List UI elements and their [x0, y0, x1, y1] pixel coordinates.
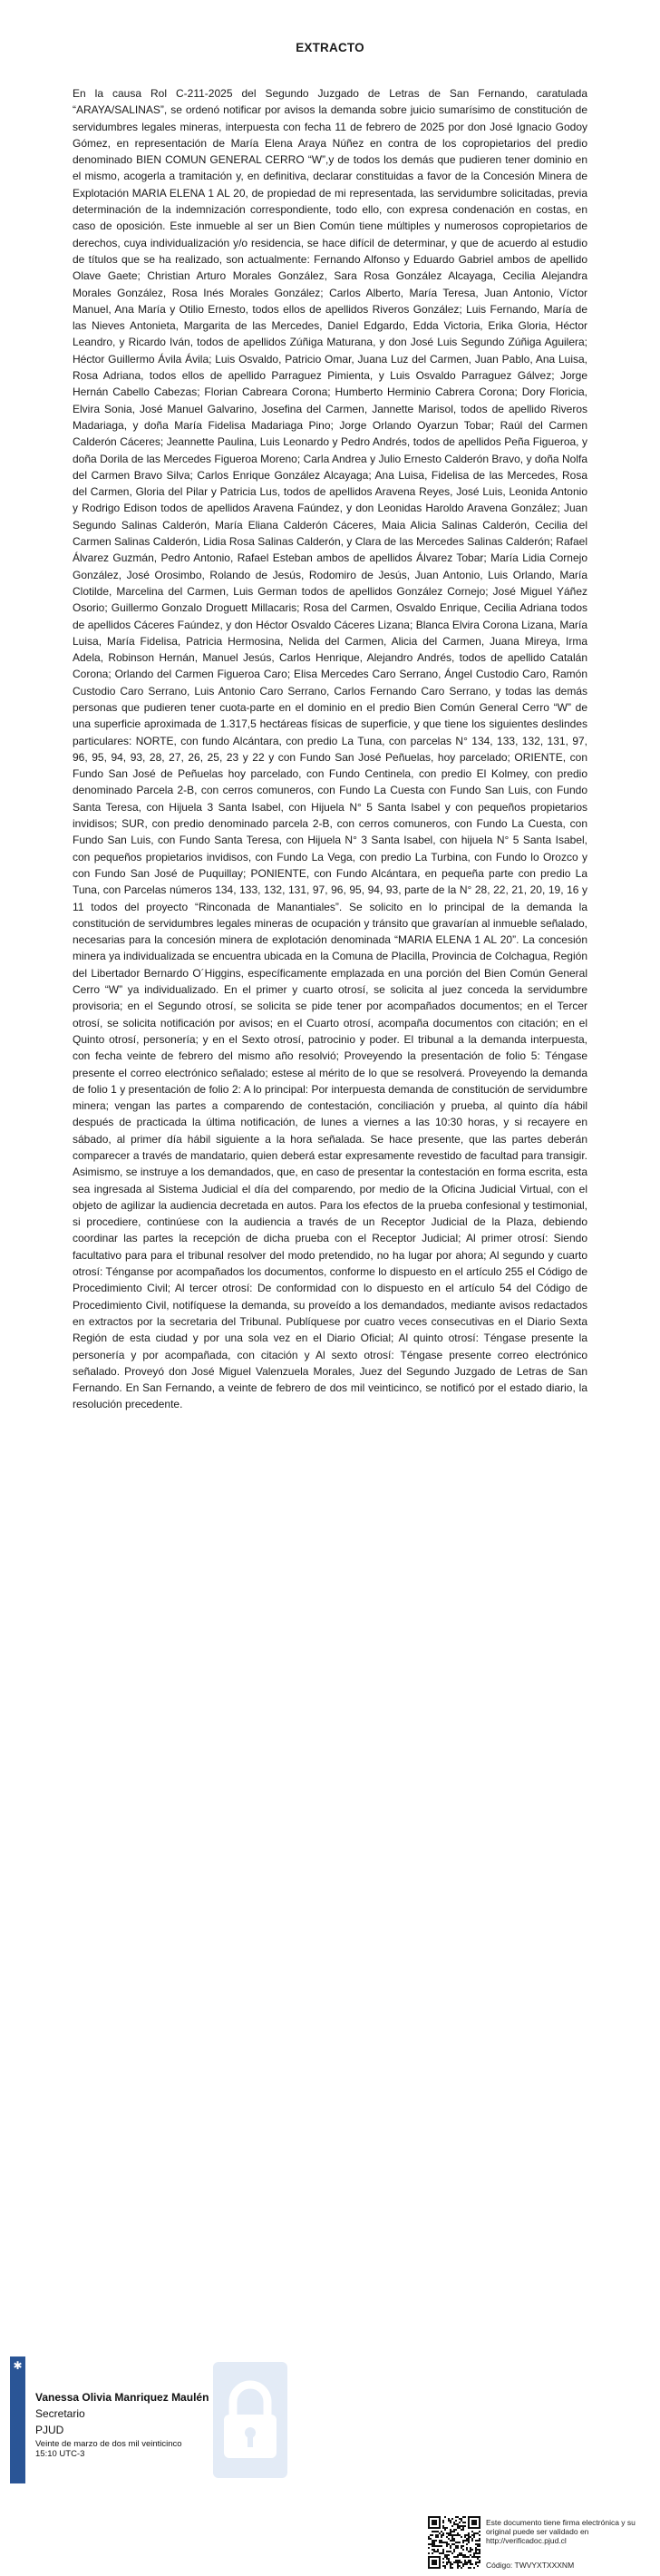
signer-role: Secretario	[35, 2407, 85, 2420]
document-title: EXTRACTO	[296, 41, 364, 54]
star-icon: ✱	[13, 2359, 23, 2372]
qr-code-icon[interactable]	[428, 2516, 480, 2569]
signature-date	[35, 2439, 182, 2459]
document-body: En la causa Rol C-211-2025 del Segundo Juzgado de Letras de San Fernando, caratulada “ARAYA/SALINAS”, se ordenó notificar por avisos la demanda sobre juicio sumarísimo de constitución de servidumbres legales mineras, interpuesta con fecha 11 de febrero de 2025 por don José Ignacio Godoy Gómez, en representación de María Elena Araya Núñez en contra de los copropietarios del predio denominado BIEN COMUN GENERAL CERRO “W”,y de todos los demás que pudieren tener dominio en el mismo, acogerla a tramitación y, en definitiva, declarar constituidas a favor de la Concesión Minera de Explotación MARIA ELENA 1 AL 20, de propiedad de mi representada, las servidumbre solicitadas, previa determinación de la indemnización correspondiente, todo ello, con expresa condenación en costas, en caso de oposición. Este inmueble al ser un Bien Común tiene múltiples y numerosos copropietarios de derechos, cuya individualización y/o residencia, se hace difícil de determinar, y que de acuerdo al estudio de títulos que se ha realizado, son actualmente: Fernando Alfonso y Eduardo Gabriel ambos de apellido Olave Gaete; Christian Arturo Morales González, Sara Rosa González Alcayaga, Cecilia Alejandra Morales González, Rosa Inés Morales González; Carlos Alberto, María Teresa, Juan Antonio, Víctor Manuel, Ana María y Otilio Ernesto, todos ellos de apellidos Riveros González; Luis Fernando, María de las Nieves Antonieta, Margarita de las Mercedes, Daniel Edgardo, Edda Victoria, Erika Gloria, Héctor Leandro, y Ricardo Iván, todos de apellidos Zúñiga Maturana, y don José Luis Segundo Zúñiga Aguilera; Héctor Guillermo Ávila Ávila; Luis Osvaldo, Patricio Omar, Juana Luz del Carmen, Juan Pablo, Ana Luisa, Rosa Adriana, todos ellos de apellido Parraguez Pimienta, y Luis Osvaldo Parraguez Gálvez; Jorge Hernán Cabello Cabezas; Florian Cabreara Corona; Humberto Herminio Cabrera Corona; Dory Floricia, Elvira Sonia, José Manuel Galvarino, Josefina del Carmen, Jannette Marisol, todos de apellido Riveros Madariaga, y doña María Fidelisa Madariaga Pino; Jorge Orlando Oyarzun Tobar; Raúl del Carmen Calderón Cáceres; Jeannette Paulina, Luis Leonardo y Pedro Andrés, todos de apellidos Peña Figueroa, y doña Dorila de las Mercedes Figueroa Moreno; Carla Andrea y Julio Ernesto Calderón Bravo, y doña Nolfa del Carmen Bravo Silva; Carlos Enrique González Alcayaga; Ana Luisa, Fidelisa de las Mercedes, Rosa del Carmen, Gloria del Pilar y Patricia Lus, todos de apellidos Aravena Reyes, José Luis, Leonida Antonio y Rodrigo Edison todos de apellidos Aravena Faúndez, y don Leonidas Haroldo Aravena González; Juan Segundo Salinas Calderón, María Eliana Calderón Cáceres, Maia Alicia Salinas Calderón, Cecilia del Carmen Salinas Calderón, Lidia Rosa Salinas Calderón, y Clara de las Mercedes Salinas Calderón; Rafael Álvarez Guzmán, Pedro Antonio, Rafael Esteban ambos de apellidos Álvarez Tobar; María Lidia Cornejo González, José Orosimbo, Rolando de Jesús, Rodomiro de Jesús, Juan Antonio, Luis Orlando, María Clotilde, Marcelina del Carmen, Luis German todos de apellidos González Cornejo; José Miguel Yáñez Osorio; Guillermo Gonzalo Droguett Millacaris; Rosa del Carmen, Osvaldo Enrique, Cecilia Adriana todos de apellidos Cáceres Faúndez, y don Héctor Osvaldo Cáceres Lizana; Blanca Elvira Corona Lizana, María Luisa, María Fidelisa, Patricia Hermosina, Nelida del Carmen, Alicia del Carmen, Juana Mireya, Irma Adela, Robinson Hernán, Manuel Jesús, Carlos Henrique, Alejandro Andrés, todos de apellido Catalán Corona; Orlando del Carmen Figueroa Caro; Elisa Mercedes Caro Serrano, Ángel Custodio Caro, Ramón Custodio Caro Serrano, Luis Antonio Caro Serrano, Carlos Fernando Caro Serrano, y todas las demás personas que pudieren tener cuota-parte en el dominio en el predio Bien Común General Cerro “W” de una superficie aproximada de 1.317,5 hectáreas físicas de superficie, y que tiene los siguientes deslindes particulares: NORTE, con fundo Alcántara, con predio La Tuna, con parcelas N° 134, 133, 132, 131, 97, 96, 95, 94, 93, 28, 27, 26, 25, 23 y 22 y con Fundo San José Peñuelas, hoy parcelado; ORIENTE, con Fundo San José de Peñuelas hoy parcelado, con Fundo Centinela, con predio El Kolmey, con predio denominado Parcela 2-B, con cerros comuneros, con Fundo La Cuesta con Fundo San Luis, con Fundo Santa Teresa, con Hijuela 3 Santa Isabel, con Hijuela N° 5 Santa Isabel y con pequeños propietarios invidisos; SUR, con predio denominado parcela 2-B, con cerros comuneros, con Fundo La Cuesta, con Fundo San Luis, con Fundo Santa Teresa, con Hijuela N° 3 Santa Isabel, con hijuela N° 5 Santa Isabel, con pequeños propietarios invidisos, con Fundo La Vega, con predio La Turbina, con Fundo lo Orozco y con Fundo San José de Puquillay; PONIENTE, con Fundo Alcántara, en pequeña parte con predio La Tuna, con Parcelas números 134, 133, 132, 131, 97, 96, 95, 94, 93, parte de la N° 28, 22, 21, 20, 19, 16 y 11 todos del proyecto “Rinconada de Manantiales”. Se solicito en lo principal de la demanda la constitución de servidumbres legales mineras de ocupación y tránsito que gravarían al inmueble señalado, necesarias para la concesión minera de explotación denominada “MARIA ELENA 1 AL 20”. La concesión minera ya individualizada se encuentra ubicada en la Comuna de Placilla, Provincia de Colchagua, Región del Libertador Bernardo O´Higgins, específicamente emplazada en una porción del Bien Común General Cerro “W” ya individualizado. En el primer y cuarto otrosí, se solicita al juez conceda la servidumbre provisoria; en el Segundo otrosí, se solicita se pide tener por acompañados documentos; en el Tercer otrosí, se solicita notificación por avisos; en el Cuarto otrosí, acompaña documentos con citación; en el Quinto otrosí, personería; y en el Sexto otrosí, patrocinio y poder. El tribunal a la demanda interpuesta, con fecha veinte de febrero del mismo año resolvió; Proveyendo la presentación de folio 5: Téngase presente el correo electrónico señalado; estese al mérito de lo que se resolverá. Proveyendo la demanda de folio 1 y presentación de folio 2: A lo principal: Por interpuesta demanda de constitución de servidumbre minera; vengan las partes a comparendo de contestación, conciliación y prueba, al quinto día hábil después de practicada la última notificación, de lunes a viernes a las 10:30 horas, y si recayere en sábado, al primer día hábil siguiente a la hora señalada. Se hace presente, que las partes deberán comparecer a través de mandatario, quien deberá estar expresamente revestido de facultad para transigir. Asimismo, se instruye a los demandados, que, en caso de presentar la contestación en forma escrita, esta sea ingresada al Sistema Judicial el día del comparendo, por medio de la Oficina Judicial Virtual, con el objeto de agilizar la audiencia decretada en autos. Para los efectos de la prueba confesional y testimonial, si procediere, continúese con la audiencia a través de un Receptor Judicial de la Plaza, debiendo coordinar las partes la recepción de dicha prueba con el Receptor Judicial; Al primer otrosí: Siendo facultativo para para el tribunal resolver del modo pretendido, no ha lugar por ahora; Al segundo y cuarto otrosí: Ténganse por acompañados los documentos, conforme lo dispuesto en el artículo 255 el Código de Procedimiento Civil; Al tercer otrosí: De conformidad con lo dispuesto en el artículo 54 del Código de Procedimiento Civil, notifíquese la demanda, su proveído a los demandados, mediante avisos redactados en extractos por la secretaria del Tribunal. Publíquese por cuatro veces consecutivas en el Diario Sexta Región de esta ciudad y por una sola vez en el Diario Oficial; Al quinto otrosí: Téngase presente la personería y por acompañada, con citación y Al sexto otrosí: Téngase presente correo electrónico señalado. Proveyó don José Miguel Valenzuela Morales, Juez del Segundo Juzgado de Letras de San Fernando. En San Fernando, a veinte de febrero de dos mil veinticinco, se notificó por el estado diario, la resolución precedente.	[73, 87, 587, 1411]
signer-organization: PJUD	[35, 2424, 64, 2436]
verification-text: Este documento tiene firma electrónica y su original puede ser validado en http://verificadoc.pjud.cl	[486, 2518, 636, 2546]
signature-side-bar	[10, 2356, 25, 2483]
signature-date-text: Veinte de marzo de dos mil veinticinco	[35, 2439, 182, 2449]
qr-code-modules	[428, 2516, 480, 2569]
signature-time-text: 15:10 UTC-3	[35, 2449, 85, 2459]
verification-footer	[428, 2516, 660, 2571]
lock-icon	[206, 2362, 295, 2478]
verification-code: Código: TWVYXTXXXNM	[486, 2561, 575, 2570]
signature-block	[10, 2356, 300, 2483]
signer-name: Vanessa Olivia Manriquez Maulén	[35, 2391, 209, 2404]
